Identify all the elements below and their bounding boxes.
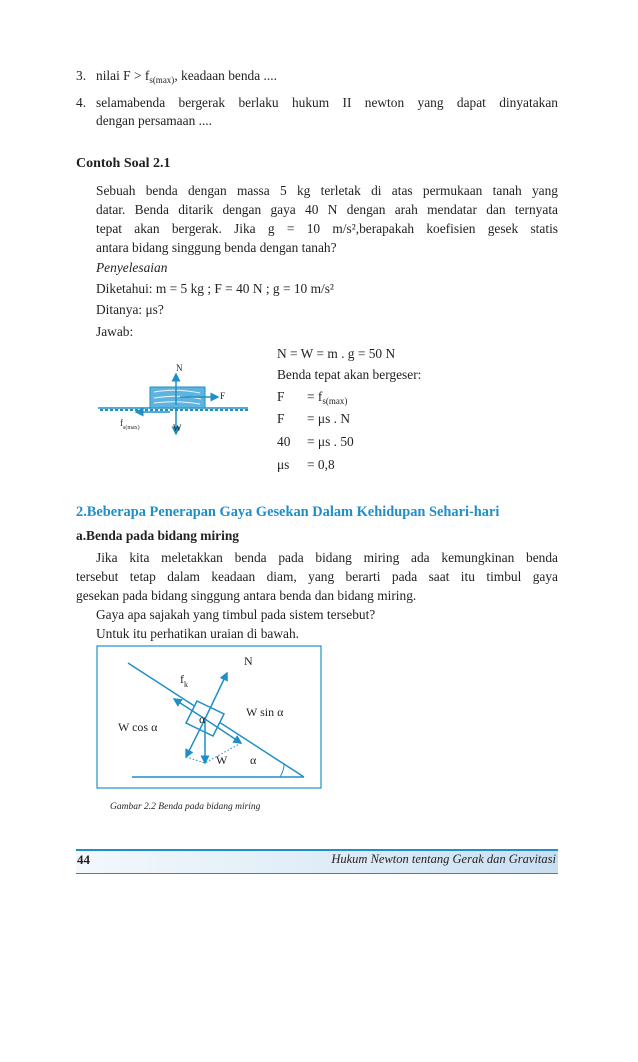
equation-4 [277,411,350,427]
equation-3-rhs: = f [307,389,323,404]
inclined-plane-diagram [96,645,322,789]
question-4-line1: selamabenda bergerak berlaku hukum II newton yang dapat dinyatakan [96,95,558,110]
question-3-text [96,68,277,85]
equation-1: N = W = m . g = 50 N [277,346,396,361]
page-number: 44 [77,852,90,867]
equation-6-lhs: μs [277,457,290,472]
label-alpha-inner: α [199,712,206,726]
question-3-number: 3. [76,68,87,83]
paragraph-line-1: Jika kita meletakkan benda pada bidang miring ada kemungkinan benda [96,550,558,565]
paragraph-line-3: gesekan pada bidang singgung antara benda dan bidang miring. [76,588,417,603]
label-alpha-base: α [250,753,257,767]
label-n: N [176,363,183,373]
question-3-pre: nilai F > f [96,68,150,83]
equation-3-lhs: F [277,389,285,404]
projection-dotted-1 [186,757,205,763]
section-2-heading: 2.Beberapa Penerapan Gaya Gesekan Dalam Kehidupan Sehari-hari [76,504,500,520]
paragraph-line-2: tersebut tetap dalam keadaan diam, yang berarti pada saat itu timbul gaya [76,569,558,584]
equation-3-sub: s(max) [322,396,348,406]
label-n: N [244,654,253,668]
answer-label: Jawab: [96,324,134,339]
asked-value: Ditanya: μs? [96,302,164,317]
question-4-line2: dengan persamaan .... [96,113,213,128]
label-fs-sub: s(max) [123,425,140,431]
problem-line-1: Sebuah benda dengan massa 5 kg terletak di atas permukaan tanah yang [96,183,558,198]
example-heading: Contoh Soal 2.1 [76,156,171,171]
label-fk-main: f [180,672,184,686]
equation-5-rhs: = μs . 50 [307,434,354,449]
label-fk [180,672,188,689]
equation-5-lhs: 40 [277,434,291,449]
question-3-sub: s(max) [149,75,175,85]
known-values: Diketahui: m = 5 kg ; F = 40 N ; g = 10 m/s² [96,281,334,296]
label-w-cos: W cos α [118,720,158,734]
question-3-post: , keadaan benda .... [174,68,277,83]
block-force-diagram [96,360,256,440]
equation-2: Benda tepat akan bergeser: [277,367,422,382]
problem-line-3: tepat akan bergerak. Jika g = 10 m/s²,berapakah koefisien gesek statis [96,221,558,236]
question-4-number: 4. [76,95,87,110]
equation-5 [277,434,354,450]
label-w: W [216,753,228,767]
equation-6-rhs: = 0,8 [307,457,335,472]
question-forces: Gaya apa sajakah yang timbul pada sistem tersebut? [96,607,376,622]
problem-line-2: datar. Benda ditarik dengan gaya 40 N dengan arah mendatar dan ternyata [96,202,558,217]
solution-label: Penyelesaian [96,260,168,275]
label-fs-main: f [120,418,123,428]
instruction-line: Untuk itu perhatikan uraian di bawah. [96,626,300,641]
equation-4-lhs: F [277,411,285,426]
subsection-a-heading: a.Benda pada bidang miring [76,528,239,543]
label-w: W [173,423,182,433]
figure-caption: Gambar 2.2 Benda pada bidang miring [110,802,261,812]
equation-6 [277,457,335,473]
label-fk-sub: k [184,680,188,689]
chapter-title: Hukum Newton tentang Gerak dan Gravitasi [331,852,556,866]
label-fs [120,418,140,431]
label-w-sin: W sin α [246,705,284,719]
problem-line-4: antara bidang singgung benda dengan tanah? [96,240,337,255]
equation-3 [277,389,347,406]
angle-arc [280,764,284,777]
label-f: F [220,391,226,401]
equation-4-rhs: = μs . N [307,411,351,426]
